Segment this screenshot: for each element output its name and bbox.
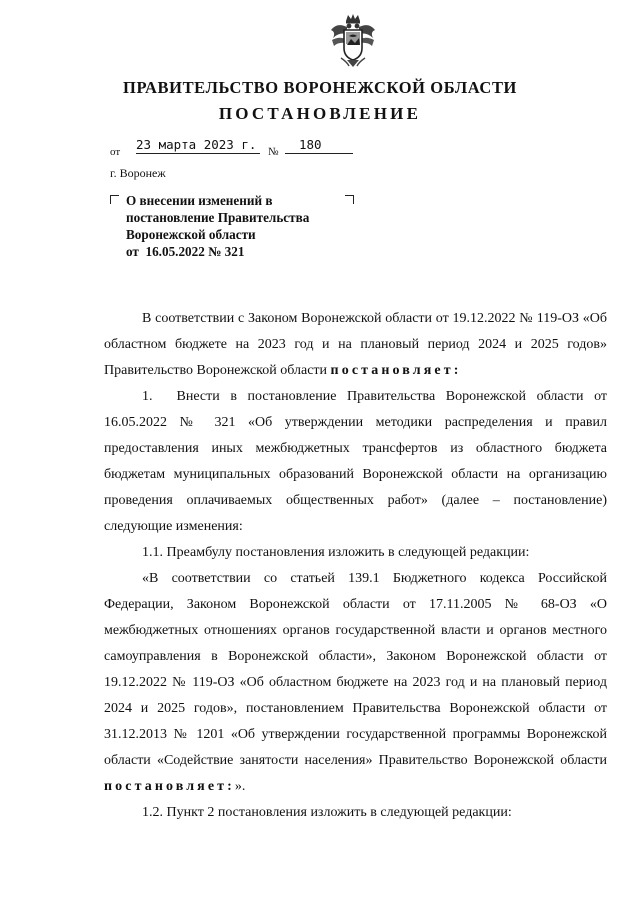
paragraph-item-1-1 (104, 540, 607, 566)
item-1-2-text: 1.2. Пункт 2 постановления изложить в следующей редакции: (142, 805, 512, 820)
paragraph-new-preamble (104, 566, 607, 800)
date-prefix: от (110, 146, 121, 158)
subject-line-1: О внесении изменений в (126, 193, 273, 208)
resolves-keyword: постановляет: (330, 363, 462, 378)
preamble-text: В соответствии с Законом Воронежской области от 19.12.2022 № 119-ОЗ «Об областном бюджете на 2023 год и на плановый период 2024 и 2025 годов» Правительство Воронежской области (104, 311, 607, 378)
number-prefix: № (268, 146, 279, 158)
government-title: ПРАВИТЕЛЬСТВО ВОРОНЕЖСКОЙ ОБЛАСТИ (123, 78, 517, 97)
subject-line-2: постановление Правительства (126, 210, 310, 225)
coat-of-arms-icon (327, 12, 379, 70)
paragraph-item-1 (104, 384, 607, 540)
new-preamble-text: «В соответствии со статьей 139.1 Бюджетного кодекса Российской Федерации, Законом Воронежской области от 17.11.2005 № 68-ОЗ «О межбюджетных отношениях органов государственной власти и органов местного самоуправления в Воронежской области», Законом Воронежской области от 19.12.2022 № 119-ОЗ «Об областном бюджете на 2023 год и на плановый период 2024 и 2025 годов», постановлением Правительства Воронежской области от 31.12.2013 № 1201 «Об утверждении государственной программы Воронежской области «Содействие занятости населения» Правительство Воронежской области (104, 571, 607, 768)
item-1-number: 1. (142, 389, 153, 404)
item-1-1-text: 1.1. Преамбулу постановления изложить в следующей редакции: (142, 545, 530, 560)
document-body (104, 306, 607, 826)
city-label: г. Воронеж (110, 166, 166, 180)
new-preamble-end: ». (234, 779, 246, 794)
document-number: 180 (285, 137, 353, 154)
paragraph-item-1-2 (104, 800, 607, 826)
document-date: 23 марта 2023 г. (136, 137, 260, 154)
item-1-text: Внести в постановление Правительства Воронежской области от 16.05.2022 № 321 «Об утверждении методики распределения и правил предоставления иных межбюджетных трансфертов из областного бюджета бюджетам муниципальных образований Воронежской области на организацию проведения оплачиваемых общественных работ» (далее – постановление) следующие изменения: (104, 389, 607, 534)
paragraph-preamble (104, 306, 607, 384)
subject-line-4: от 16.05.2022 № 321 (126, 244, 245, 259)
new-resolves-keyword: постановляет: (104, 779, 235, 794)
subject-corner-left-mark (110, 195, 119, 204)
subject-line-3: Воронежской области (126, 227, 256, 242)
document-type-title: ПОСТАНОВЛЕНИЕ (218, 104, 422, 123)
subject-corner-right-mark (345, 195, 354, 204)
